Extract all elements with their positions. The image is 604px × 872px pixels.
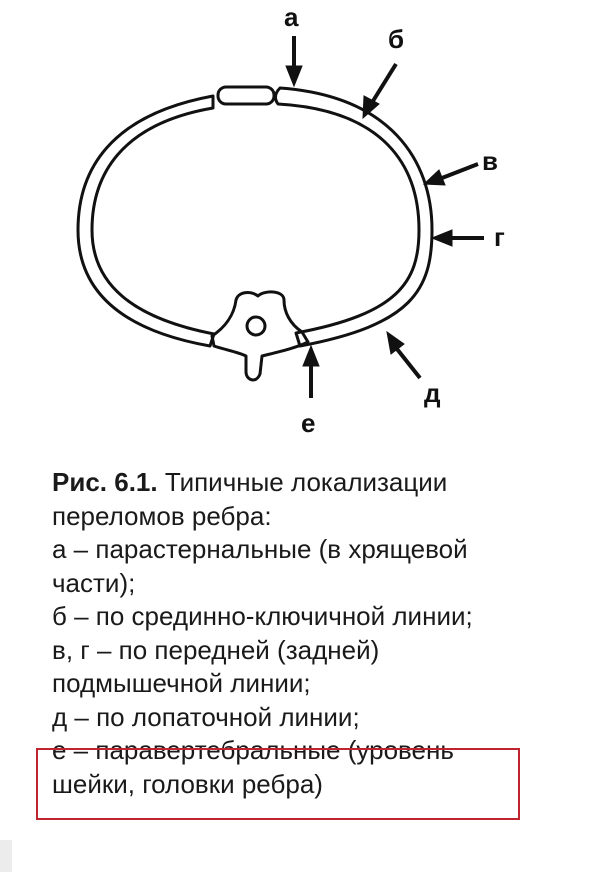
figure-number: Рис. 6.1.: [52, 467, 158, 497]
label-g: г: [494, 222, 505, 252]
caption-item-e-line2: шейки, головки ребра): [52, 768, 323, 799]
caption-item-a-line2: части);: [52, 567, 136, 598]
caption-item-b: б – по срединно-ключичной линии;: [52, 601, 473, 631]
arrow-d: [387, 332, 420, 378]
caption-item-d: д – по лопаточной линии;: [52, 701, 360, 732]
label-b: б: [388, 24, 405, 54]
caption-item-vg-line1: в, г – по передней (задней): [52, 634, 380, 665]
right-rib: [275, 88, 432, 346]
highlight-box: [36, 748, 520, 820]
arrow-v: [424, 164, 478, 185]
page-edge-mark: [0, 840, 12, 872]
caption-title-line1: [52, 466, 592, 500]
caption-title-line2: переломов ребра:: [52, 500, 272, 531]
left-rib: [78, 96, 214, 346]
arrow-g: [432, 230, 484, 246]
caption-item-e-line1: е – паравертебральные (уровень: [52, 735, 454, 765]
costal-cartilage: [218, 87, 274, 104]
caption-title-part1: Типичные локализации: [164, 467, 448, 497]
caption-item-vg-line2: подмышечной линии;: [52, 668, 311, 698]
arrow-a: [286, 36, 302, 86]
label-d: д: [424, 378, 441, 408]
label-a: а: [284, 2, 299, 32]
caption-item-a-line1: а – парастернальные (в хрящевой: [52, 534, 468, 564]
vertebra: [212, 292, 308, 380]
arrow-e: [303, 346, 319, 398]
label-e: е: [301, 408, 316, 438]
arrow-b: [363, 64, 396, 118]
spinal-canal: [247, 317, 265, 335]
label-v: в: [482, 146, 498, 176]
